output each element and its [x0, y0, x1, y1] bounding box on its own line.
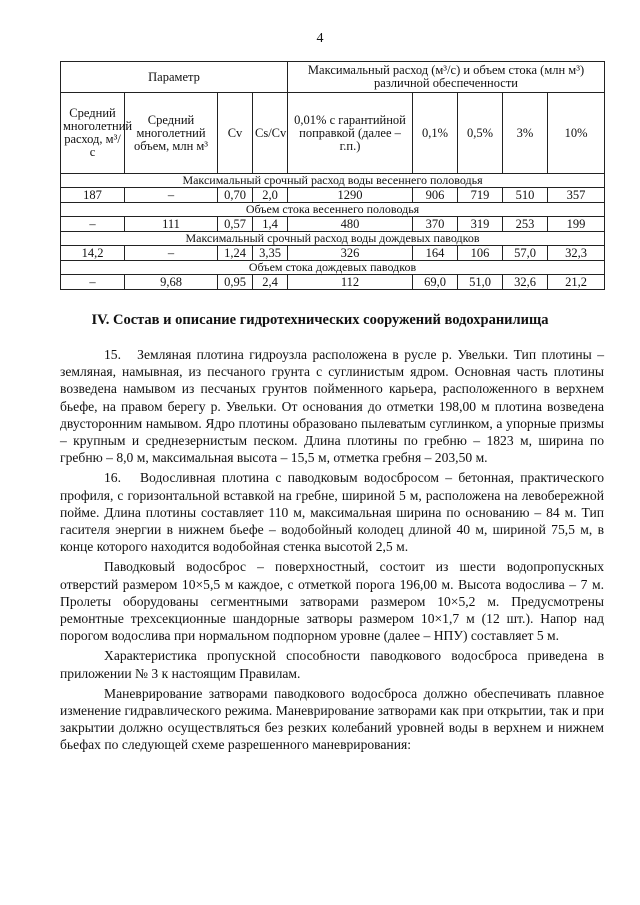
table-cell: 253	[503, 217, 548, 232]
header-max-discharge: Максимальный расход (м³/с) и объем стока (млн м³) различной обеспеченности	[288, 62, 605, 93]
table-cell: 906	[413, 188, 458, 203]
table-cell: 14,2	[61, 246, 125, 261]
body-text	[60, 346, 604, 757]
table-cell: 106	[458, 246, 503, 261]
col-header: 0,5%	[458, 93, 503, 174]
table-cell: 111	[125, 217, 218, 232]
paragraph: Маневрирование затворами паводкового водосброса должно обеспечивать плавное изменение гидравлического режима. Маневрирование затворами как при открытии, так и при закрытии должно осуществляться без резких колебаний уровней воды в верхнем и нижнем бьефах по следующей схеме разрешенного маневрирования:	[60, 685, 604, 753]
table-cell: 0,95	[218, 275, 253, 290]
table-cell: 370	[413, 217, 458, 232]
paragraph: 15. Земляная плотина гидроузла расположена в русле р. Увельки. Тип плотины – земляная, намывная, из песчаного грунта с суглинистым ядром. Основная часть плотины возведена намывом из песчаных грунтов пойменного карьера, расположенного в верхнем бьефе, на правом берегу р. Увельки. От основания до отметки 198,00 м плотина возведена двусторонним намывом. Ядро плотины образовано пылеватым суглинком, а упорные призмы – крупным и среднезернистым песком. Длина плотины по гребню – 1823 м, ширина по гребню – 8,0 м, максимальная высота – 15,5 м, отметка гребня – 203,50 м.	[60, 347, 604, 466]
table-cell: 510	[503, 188, 548, 203]
table-cell: 1,4	[253, 217, 288, 232]
table-cell: 1290	[288, 188, 413, 203]
table-cell: 9,68	[125, 275, 218, 290]
table-cell: 112	[288, 275, 413, 290]
paragraph: Характеристика пропускной способности паводкового водосброса приведена в приложении № 3 к настоящим Правилам.	[60, 648, 604, 681]
table-cell: 480	[288, 217, 413, 232]
table-cell: –	[125, 246, 218, 261]
table-cell: –	[125, 188, 218, 203]
table-cell: 1,24	[218, 246, 253, 261]
table-cell: –	[61, 217, 125, 232]
table-cell: 357	[548, 188, 605, 203]
table-cell: 719	[458, 188, 503, 203]
section-title: Объем стока дождевых паводков	[61, 261, 605, 275]
table-cell: 3,35	[253, 246, 288, 261]
table-cell: 0,57	[218, 217, 253, 232]
paragraph: Паводковый водосброс – поверхностный, состоит из шести водопропускных отверстий размером 10×5,5 м каждое, с отметкой порога 196,00 м. Высота водослива – 7 м. Пролеты оборудованы сегментными затворами размером 10×5,2 м. Предусмотрены ремонтные трехсекционные шандорные затворы размером 10×1,7 м (12 шт.). Напор над порогом водослива при нормальном подпорном уровне (далее – НПУ) составляет 5 м.	[60, 559, 604, 644]
col-header: Средний многолетний расход, м³/с	[61, 93, 125, 174]
section-title: Максимальный срочный расход воды дождевых паводков	[61, 232, 605, 246]
table-cell: 57,0	[503, 246, 548, 261]
table-cell: 2,0	[253, 188, 288, 203]
col-header: 10%	[548, 93, 605, 174]
paragraph: 16. Водосливная плотина с паводковым водосбросом – бетонная, практического профиля, с горизонтальной вставкой на гребне, шириной 5 м, расположена на левобережной пойме. Длина плотины составляет 110 м, максимальная ширина по основанию – 84 м. Тип гасителя энергии в нижнем бьефе – водобойный колодец длиной 40 м, шириной 75,5 м, в конце которого находится водобойная стенка высотой 2,5 м.	[60, 470, 604, 555]
table-cell: 69,0	[413, 275, 458, 290]
section-title: Объем стока весеннего половодья	[61, 203, 605, 217]
table-cell: 32,3	[548, 246, 605, 261]
col-header: Средний многолетний объем, млн м³	[125, 93, 218, 174]
table-cell: 319	[458, 217, 503, 232]
section-title: Максимальный срочный расход воды весеннего половодья	[61, 174, 605, 188]
col-header: Cs/Cv	[253, 93, 288, 174]
table-cell: 2,4	[253, 275, 288, 290]
table-cell: 21,2	[548, 275, 605, 290]
table-cell: 0,70	[218, 188, 253, 203]
table-cell: 51,0	[458, 275, 503, 290]
header-parameter: Параметр	[61, 62, 288, 93]
col-header: Cv	[218, 93, 253, 174]
page-number: 4	[316, 31, 324, 46]
section-heading: IV. Состав и описание гидротехнических сооружений водохранилища	[91, 312, 549, 328]
table-cell: 199	[548, 217, 605, 232]
col-header: 0,01% с гарантийной поправкой (далее – г.п.)	[288, 93, 413, 174]
table-cell: 326	[288, 246, 413, 261]
table-cell: 187	[61, 188, 125, 203]
table-cell: 32,6	[503, 275, 548, 290]
discharge-table	[60, 61, 605, 290]
table-cell: 164	[413, 246, 458, 261]
col-header: 0,1%	[413, 93, 458, 174]
col-header: 3%	[503, 93, 548, 174]
table-cell: –	[61, 275, 125, 290]
